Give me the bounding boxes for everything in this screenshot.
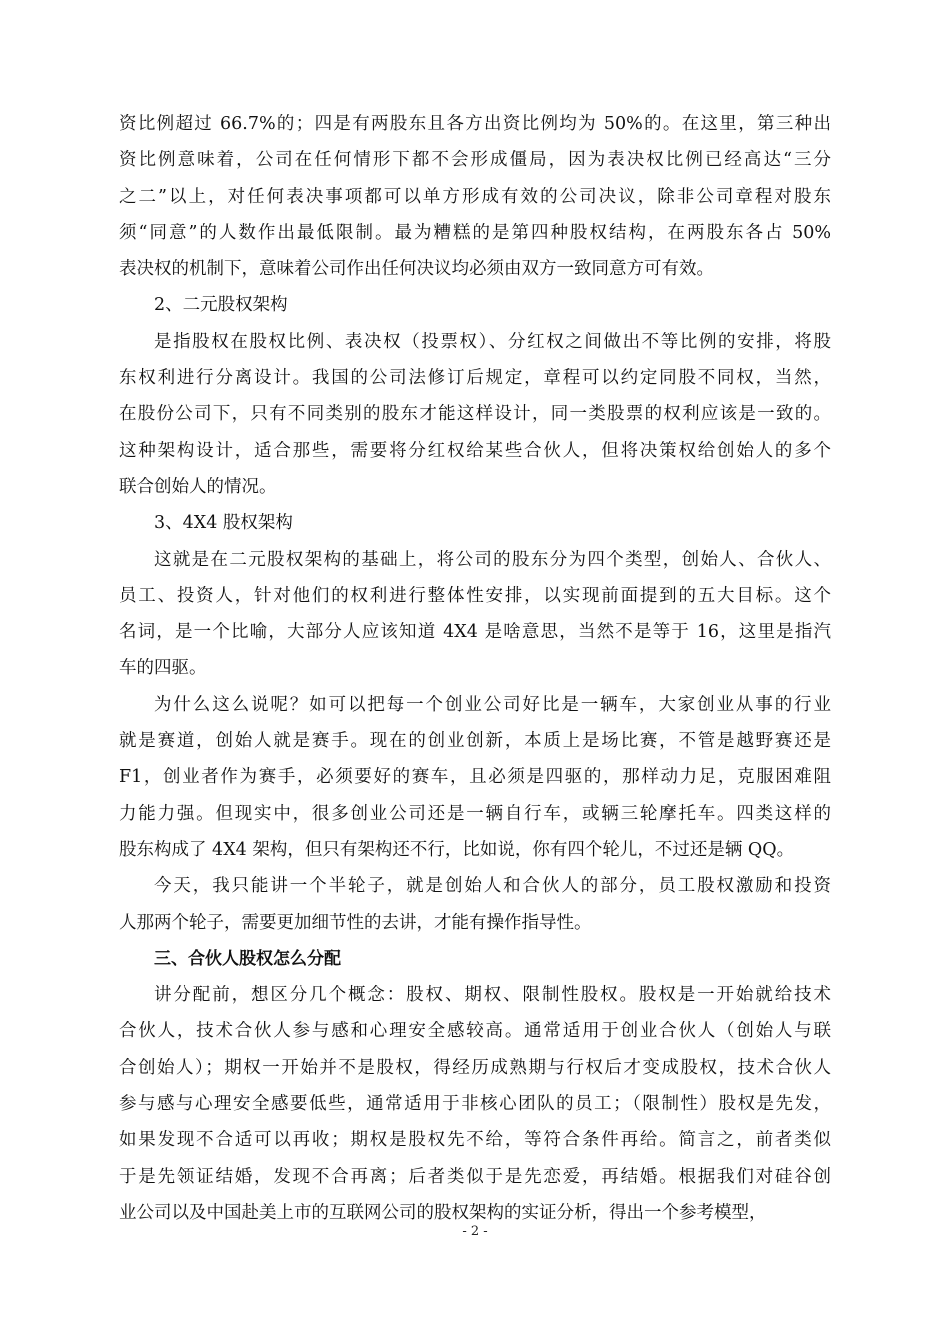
- paragraph: [119, 868, 831, 941]
- text-line: 力能力强。但现实中，很多创业公司还是一辆自行车，或辆三轮摩托车。四类这样的: [119, 803, 831, 824]
- text-line: 是指股权在股权比例、表决权（投票权）、分红权之间做出不等比例的安排，将股: [154, 331, 831, 352]
- document-body: [119, 106, 831, 1231]
- text-line: 3、4X4 股权架构: [154, 513, 293, 534]
- text-line: 东权利进行分离设计。我国的公司法修订后规定，章程可以约定同股不同权，当然，: [119, 368, 831, 389]
- page-number: - 2 -: [462, 1224, 488, 1239]
- text-line: 如果发现不合适可以再收；期权是股权先不给，等符合条件再给。简言之，前者类似: [119, 1130, 831, 1151]
- text-line: 讲分配前，想区分几个概念：股权、期权、限制性股权。股权是一开始就给技术: [154, 985, 831, 1006]
- text-line: 这就是在二元股权架构的基础上，将公司的股东分为四个类型，创始人、合伙人、: [154, 549, 831, 570]
- text-line: 资比例超过 66.7%的；四是有两股东且各方出资比例均为 50%的。在这里，第三种出: [119, 114, 831, 134]
- paragraph: [119, 542, 831, 687]
- text-line: 于是先领证结婚，发现不合再离；后者类似于是先恋爱，再结婚。根据我们对硅谷创: [119, 1166, 831, 1187]
- text-line: 股东构成了 4X4 架构，但只有架构还不行，比如说，你有四个轮儿，不过还是辆 QQ。: [119, 839, 795, 860]
- paragraph: [119, 106, 831, 287]
- text-line: F1，创业者作为赛手，必须要好的赛车，且必须是四驱的，那样动力足，克服困难阻: [119, 767, 831, 788]
- subsection-heading: [119, 287, 831, 323]
- text-line: 2、二元股权架构: [154, 295, 288, 316]
- text-line: 表决权的机制下，意味着公司作出任何决议均必须由双方一致同意方可有效。: [119, 259, 714, 280]
- text-line: 就是赛道，创始人就是赛手。现在的创业创新，本质上是场比赛，不管是越野赛还是: [119, 731, 831, 752]
- text-line: 在股份公司下，只有不同类别的股东才能这样设计，同一类股票的权利应该是一致的。: [119, 404, 831, 425]
- paragraph: [119, 977, 831, 1231]
- text-line: 名词，是一个比喻，大部分人应该知道 4X4 是啥意思，当然不是等于 16，这里是指汽: [119, 622, 831, 643]
- text-line: 参与感与心理安全感要低些，通常适用于非核心团队的员工；（限制性）股权是先发，: [119, 1094, 831, 1115]
- text-line: 之二”以上，对任何表决事项都可以单方形成有效的公司决议，除非公司章程对股东: [119, 186, 831, 207]
- text-line: 联合创始人的情况。: [119, 476, 277, 497]
- text-line: 合创始人）；期权一开始并不是股权，得经历成熟期与行权后才变成股权，技术合伙人: [119, 1057, 831, 1078]
- text-line: 资比例意味着，公司在任何情形下都不会形成僵局，因为表决权比例已经高达“三分: [119, 150, 831, 171]
- section-heading: [119, 941, 831, 977]
- text-line: 业公司以及中国赴美上市的互联网公司的股权架构的实证分析，得出一个参考模型，: [119, 1202, 767, 1223]
- paragraph: [119, 687, 831, 868]
- text-line: 合伙人，技术合伙人参与感和心理安全感较高。通常适用于创业合伙人（创始人与联: [119, 1021, 831, 1042]
- text-line: 这种架构设计，适合那些，需要将分红权给某些合伙人，但将决策权给创始人的多个: [119, 440, 831, 461]
- text-line: 员工、投资人，针对他们的权利进行整体性安排，以实现前面提到的五大目标。这个: [119, 585, 831, 606]
- paragraph: [119, 324, 831, 505]
- text-line: 车的四驱。: [119, 658, 207, 679]
- subsection-heading: [119, 505, 831, 541]
- text-line: 今天，我只能讲一个半轮子，就是创始人和合伙人的部分，员工股权激励和投资: [154, 876, 831, 897]
- text-line: 为什么这么说呢？如可以把每一个创业公司好比是一辆车，大家创业从事的行业: [154, 694, 831, 715]
- text-line: 须“同意”的人数作出最低限制。最为糟糕的是第四种股权结构，在两股东各占 50%: [119, 222, 831, 243]
- text-line: 三、合伙人股权怎么分配: [154, 948, 341, 969]
- text-line: 人那两个轮子，需要更加细节性的去讲，才能有操作指导性。: [119, 912, 592, 933]
